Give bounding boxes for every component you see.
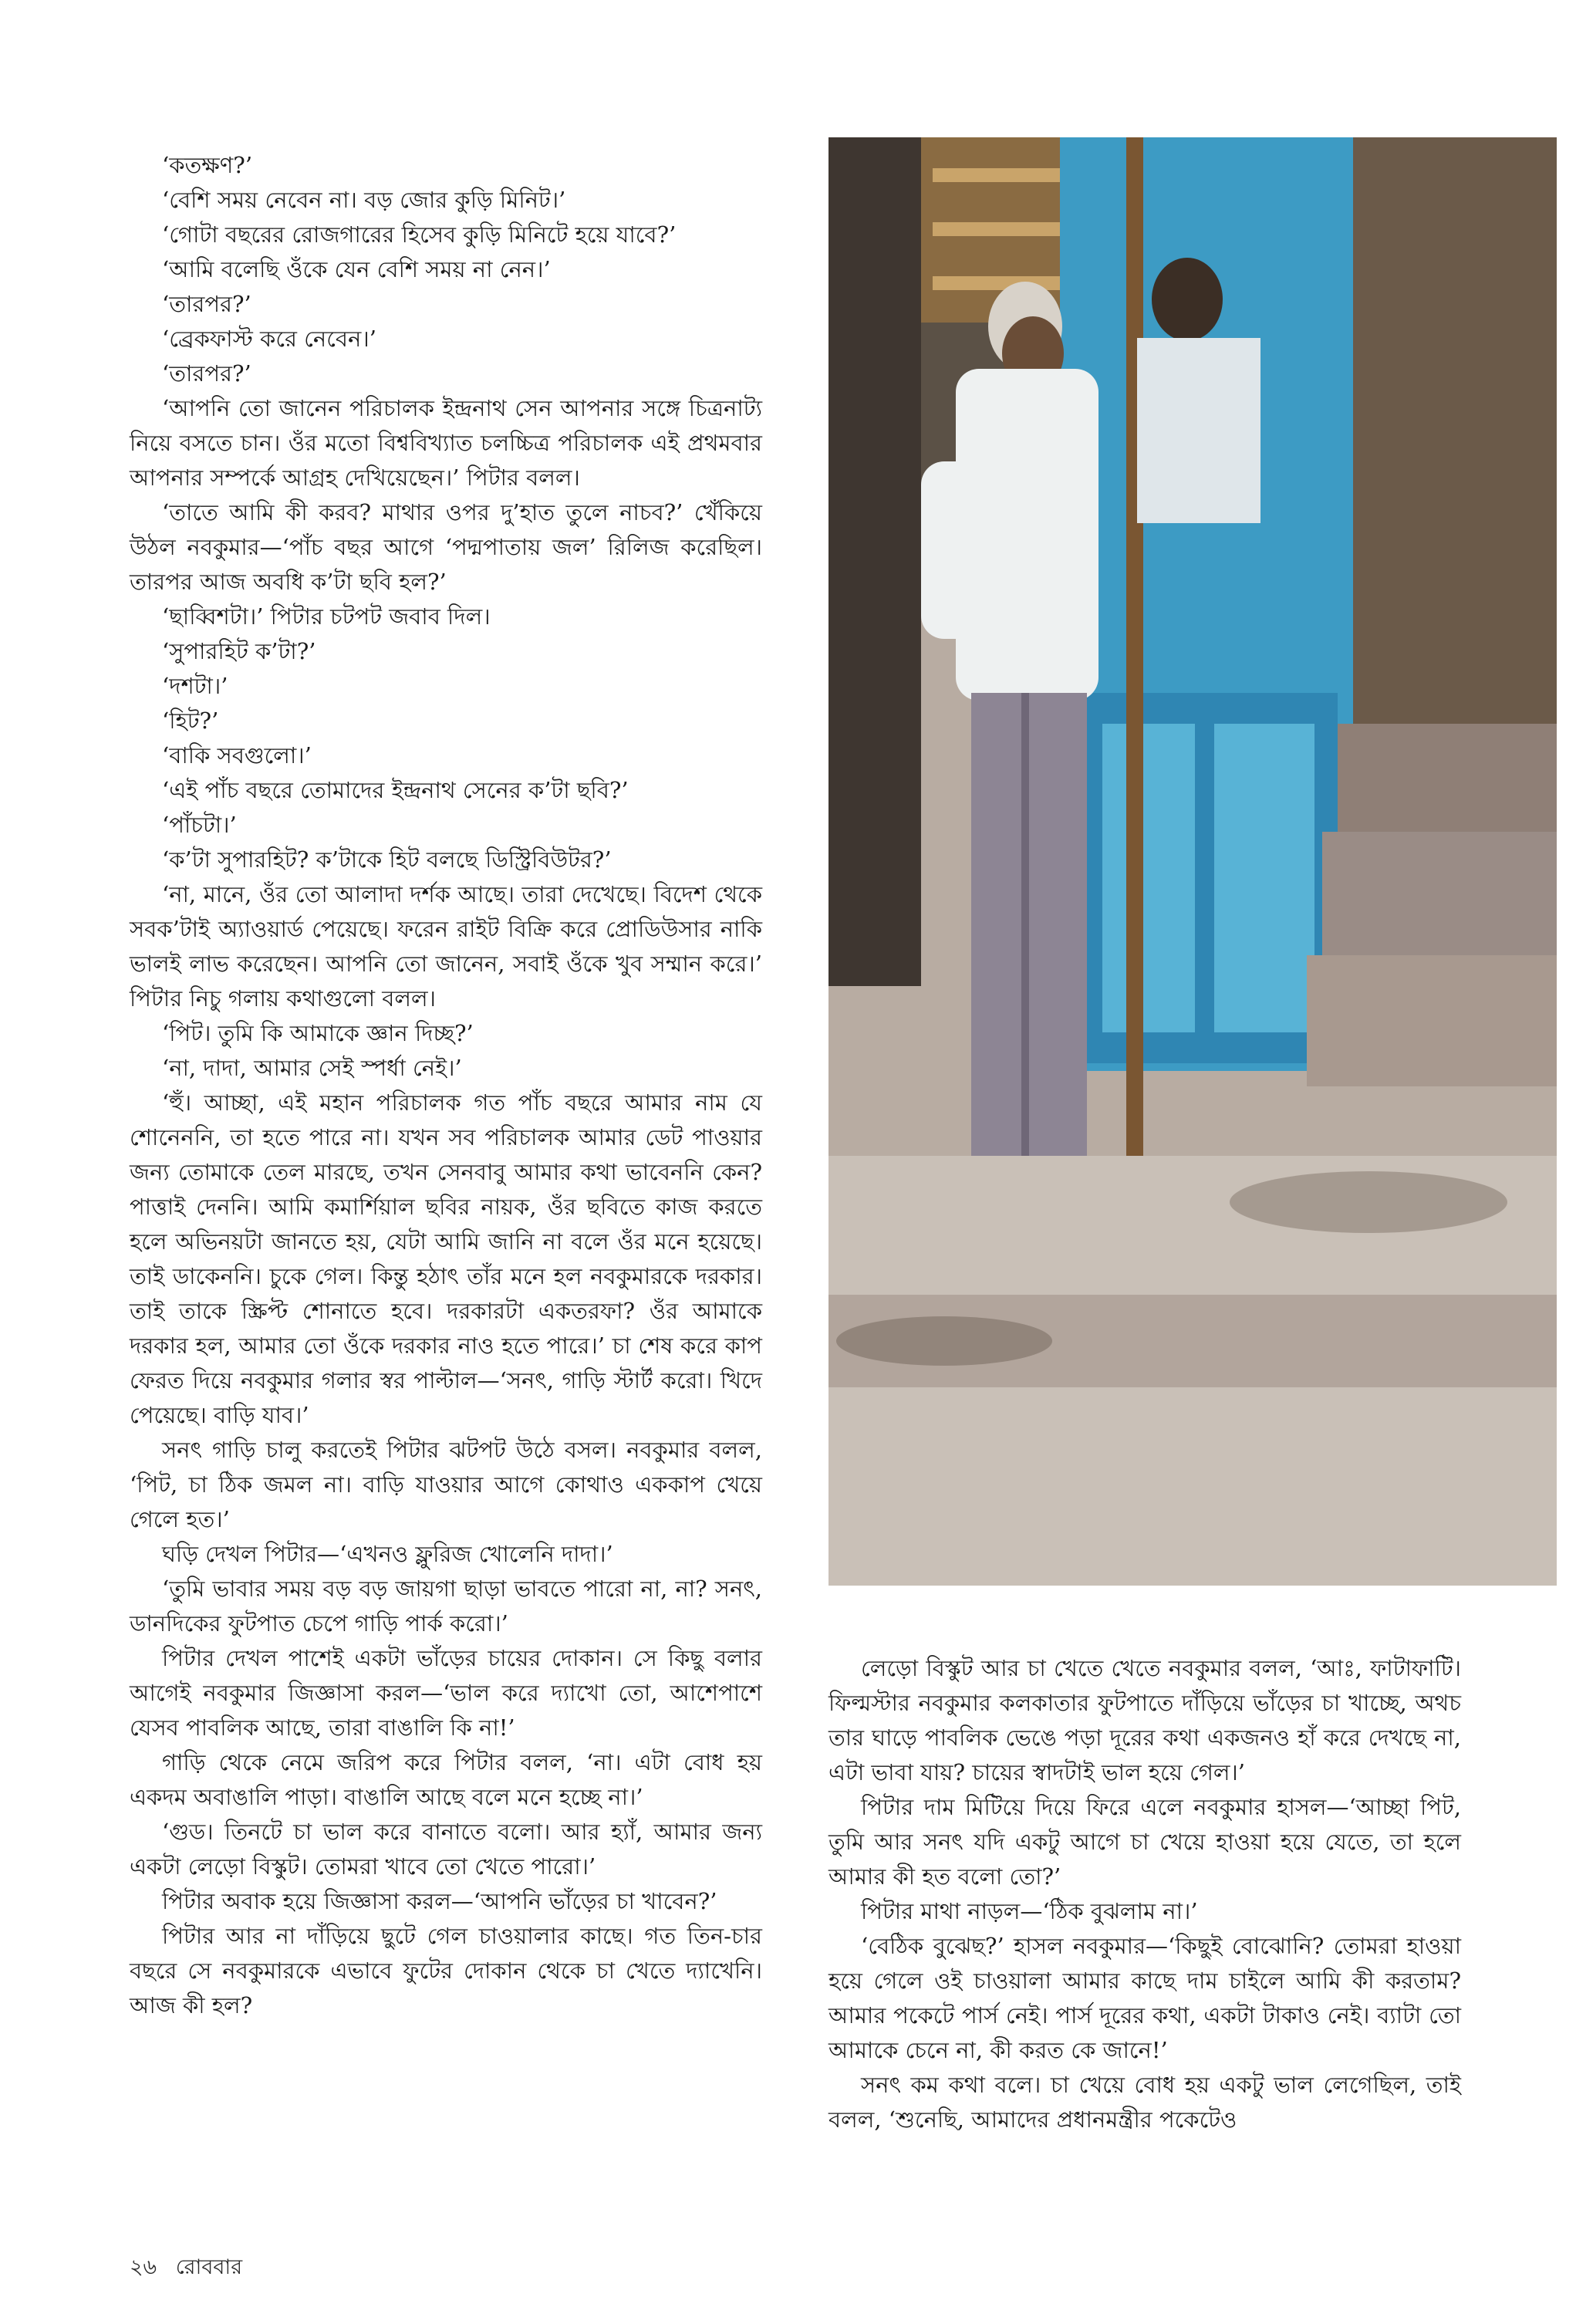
paragraph: ‘তারপর?’ [162,360,251,387]
street-tea-stall-illustration [828,137,1557,1586]
paragraph: ‘ছাব্বিশটা।’ পিটার চটপট জবাব দিল। [162,603,491,630]
paragraph: ‘হুঁ। আচ্ছা, এই মহান পরিচালক গত পাঁচ বছরে আমার নাম যে শোনেননি, তা হতে পারে না। যখন সব পরিচালক আমার ডেট পাওয়ার জন্য তোমাকে তেল মারছে, তখন সেনবাবু আমার কথা ভাবেননি কেন? পাত্তাই দেননি। আমি কমার্শিয়াল ছবির নায়ক, ওঁর ছবিতে কাজ করতে হলে অভিনয়টা জানতে হয়, যেটা আমি জানি না বলে ওঁর মনে হয়েছে। তাই ডাকেননি। চুকে গেল। কিন্তু হঠাৎ তাঁর মনে হল নবকুমারকে দরকার। তাই তাকে স্ক্রিপ্ট শোনাতে হবে। দরকারটা একতরফা? ওঁর আমাকে দরকার হল, আমার তো ওঁকে দরকার নাও হতে পারে।’ চা শেষ করে কাপ ফেরত দিয়ে নবকুমার গলার স্বর পাল্টাল—‘সনৎ, গাড়ি স্টার্ট করো। খিদে পেয়েছে। বাড়ি যাব।’ [130,1089,762,1428]
paragraph: ঘড়ি দেখল পিটার—‘এখনও ফ্লুরিজ খোলেনি দাদা।’ [162,1541,613,1567]
paragraph: ‘দশটা।’ [162,673,228,699]
paragraph: ‘গুড। তিনটে চা ভাল করে বানাতে বলো। আর হ্যাঁ, আমার জন্য একটা লেড়ো বিস্কুট। তোমরা খাবে তো খেতে পারো।’ [130,1819,762,1880]
paragraph: সনৎ কম কথা বলে। চা খেয়ে বোধ হয় একটু ভাল লেগেছিল, তাই বলল, ‘শুনেছি, আমাদের প্রধানমন্ত্রীর পকেটেও [828,2072,1461,2133]
paragraph: ‘না, মানে, ওঁর তো আলাদা দর্শক আছে। তারা দেখেছে। বিদেশ থেকে সবক’টাই অ্যাওয়ার্ড পেয়েছে। ফরেন রাইট বিক্রি করে প্রোডিউসার নাকি ভালই লাভ করেছেন। আপনি তো জানেন, সবাই ওঁকে খুব সম্মান করে।’ পিটার নিচু গলায় কথাগুলো বলল। [130,881,762,1012]
paragraph: সনৎ গাড়ি চালু করতেই পিটার ঝটপট উঠে বসল। নবকুমার বলল, ‘পিট, চা ঠিক জমল না। বাড়ি যাওয়ার আগে কোথাও এককাপ খেয়ে গেলে হত।’ [130,1437,762,1532]
paragraph: গাড়ি থেকে নেমে জরিপ করে পিটার বলল, ‘না। এটা বোধ হয় একদম অবাঙালি পাড়া। বাঙালি আছে বলে মনে হচ্ছে না।’ [130,1749,762,1810]
paragraph: ‘আমি বলেছি ওঁকে যেন বেশি সময় না নেন।’ [162,256,551,282]
paragraph: পিটার আর না দাঁড়িয়ে ছুটে গেল চাওয়ালার কাছে। গত তিন-চার বছরে সে নবকুমারকে এভাবে ফুটের দোকান থেকে চা খেতে দ্যাখেনি। আজ কী হল? [130,1923,762,2018]
paragraph: ‘ব্রেকফাস্ট করে নেবেন।’ [162,326,376,352]
right-text-column [828,1651,1461,2137]
paragraph: পিটার অবাক হয়ে জিজ্ঞাসা করল—‘আপনি ভাঁড়ের চা খাবেন?’ [162,1888,717,1914]
paragraph: ‘বেঠিক বুঝেছ?’ হাসল নবকুমার—‘কিছুই বোঝোনি? তোমরা হাওয়া হয়ে গেলে ওই চাওয়ালা আমার কাছে দাম চাইলে আমি কী করতাম? আমার পকেটে পার্স নেই। পার্স দূরের কথা, একটা টাকাও নেই। ব্যাটা তো আমাকে চেনে না, কী করত কে জানে!’ [828,1933,1461,2063]
page-number: ২৬ [130,2255,157,2279]
paragraph: ‘পাঁচটা।’ [162,812,237,838]
paragraph: পিটার দেখল পাশেই একটা ভাঁড়ের চায়ের দোকান। সে কিছু বলার আগেই নবকুমার জিজ্ঞাসা করল—‘ভাল করে দ্যাখো তো, আশেপাশে যেসব পাবলিক আছে, তারা বাঙালি কি না!’ [130,1645,762,1741]
magazine-name: রোববার [175,2255,243,2279]
paragraph: পিটার মাথা নাড়ল—‘ঠিক বুঝলাম না।’ [861,1898,1198,1924]
left-text-column [130,148,762,2023]
paragraph: ‘সুপারহিট ক’টা?’ [162,638,316,664]
paragraph: ‘তারপর?’ [162,291,251,317]
paragraph: ‘হিট?’ [162,708,219,734]
paragraph: ‘ক’টা সুপারহিট? ক’টাকে হিট বলছে ডিস্ট্রিবিউটর?’ [162,846,612,873]
paragraph: ‘গোটা বছরের রোজগারের হিসেব কুড়ি মিনিটে হয়ে যাবে?’ [162,221,677,248]
paragraph: পিটার দাম মিটিয়ে দিয়ে ফিরে এলে নবকুমার হাসল—‘আচ্ছা পিট, তুমি আর সনৎ যদি একটু আগে চা খেয়ে হাওয়া হয়ে যেতে, তা হলে আমার কী হত বলো তো?’ [828,1794,1461,1890]
paragraph: ‘আপনি তো জানেন পরিচালক ইন্দ্রনাথ সেন আপনার সঙ্গে চিত্রনাট্য নিয়ে বসতে চান। ওঁর মতো বিশ্ববিখ্যাত চলচ্চিত্র পরিচালক এই প্রথমবার আপনার সম্পর্কে আগ্রহ দেখিয়েছেন।’ পিটার বলল। [130,395,762,491]
page-footer [130,2251,255,2286]
paragraph: ‘এই পাঁচ বছরে তোমাদের ইন্দ্রনাথ সেনের ক’টা ছবি?’ [162,777,629,803]
paragraph: ‘তুমি ভাবার সময় বড় বড় জায়গা ছাড়া ভাবতে পারো না, না? সনৎ, ডানদিকের ফুটপাত চেপে গাড়ি পার্ক করো।’ [130,1576,762,1637]
paragraph: ‘না, দাদা, আমার সেই স্পর্ধা নেই।’ [162,1055,462,1081]
paragraph: ‘বাকি সবগুলো।’ [162,742,312,768]
paragraph: ‘তাতে আমি কী করব? মাথার ওপর দু’হাত তুলে নাচব?’ খেঁকিয়ে উঠল নবকুমার—‘পাঁচ বছর আগে ‘পদ্মপাতায় জল’ রিলিজ করেছিল। তারপর আজ অবধি ক’টা ছবি হল?’ [130,499,762,595]
paragraph: ‘বেশি সময় নেবেন না। বড় জোর কুড়ি মিনিট।’ [162,187,566,213]
paragraph: ‘কতক্ষণ?’ [162,152,253,178]
paragraph: ‘পিট। তুমি কি আমাকে জ্ঞান দিচ্ছ?’ [162,1020,474,1046]
paragraph: লেড়ো বিস্কুট আর চা খেতে খেতে নবকুমার বলল, ‘আঃ, ফাটাফাটি। ফিল্মস্টার নবকুমার কলকাতার ফুটপাতে দাঁড়িয়ে ভাঁড়ের চা খাচ্ছে, অথচ তার ঘাড়ে পাবলিক ভেঙে পড়া দূরের কথা একজনও হাঁ করে দেখছে না, এটা ভাবা যায়? চায়ের স্বাদটাই ভাল হয়ে গেল।’ [828,1655,1461,1785]
